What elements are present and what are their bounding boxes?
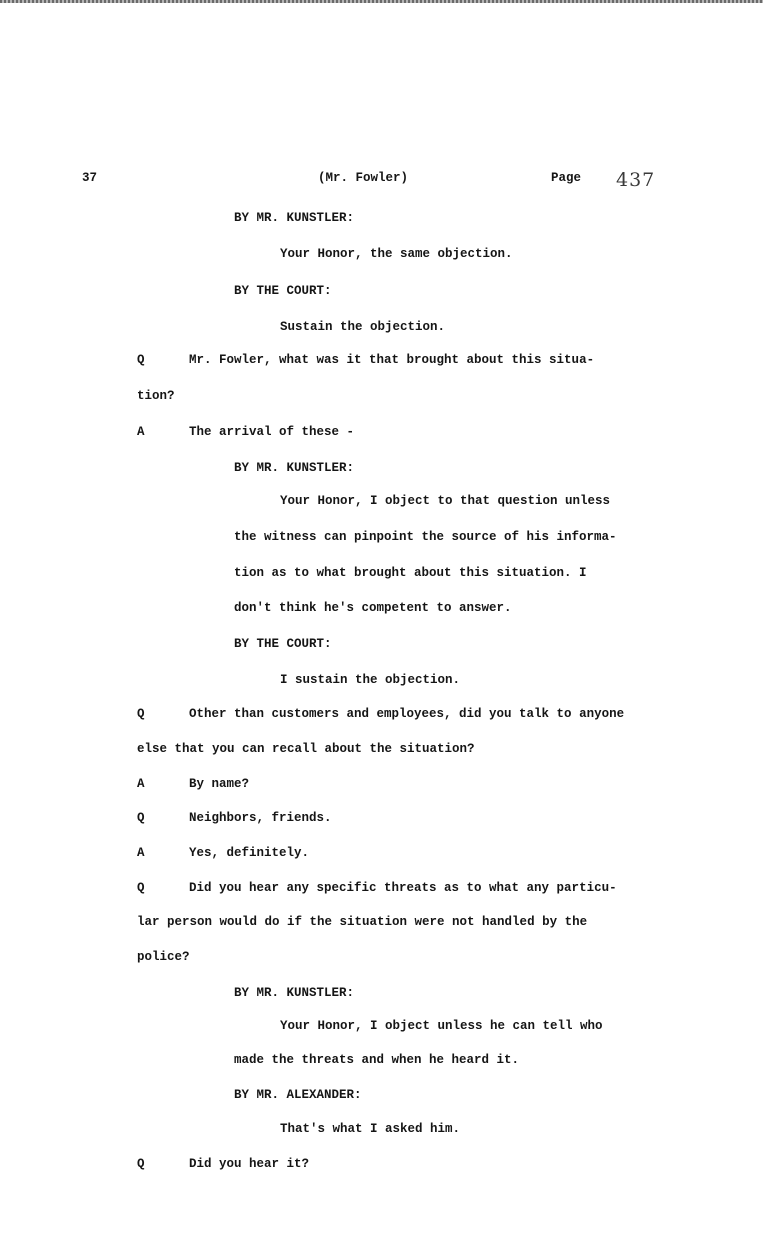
page-number: 437 [616,169,656,191]
transcript-line: Did you hear it? [189,1157,310,1171]
transcript-line: tion as to what brought about this situation. I [234,566,587,580]
transcript-line: I sustain the objection. [280,673,461,687]
transcript-line: Did you hear any specific threats as to what any particu- [189,881,617,895]
transcript-line: tion? [137,389,175,403]
transcript-line: The arrival of these - [189,425,355,439]
transcript-line: the witness can pinpoint the source of his informa- [234,530,617,544]
witness-title: (Mr. Fowler) [318,171,409,185]
scan-edge-rule [0,0,763,3]
speaker-heading: BY THE COURT: [234,637,332,651]
speaker-heading: BY MR. KUNSTLER: [234,211,355,225]
transcript-line: By name? [189,777,250,791]
transcript-line: else that you can recall about the situation? [137,742,475,756]
page-label: Page [551,171,582,185]
transcript-line-number: 37 [82,171,98,185]
transcript-line: made the threats and when he heard it. [234,1053,520,1067]
question-marker: Q [137,353,145,367]
speaker-heading: BY MR. ALEXANDER: [234,1088,362,1102]
speaker-heading: BY THE COURT: [234,284,332,298]
transcript-line: Mr. Fowler, what was it that brought about this situa- [189,353,595,367]
question-marker: Q [137,811,145,825]
answer-marker: A [137,846,145,860]
question-marker: Q [137,1157,145,1171]
answer-marker: A [137,425,145,439]
speaker-heading: BY MR. KUNSTLER: [234,461,355,475]
question-marker: Q [137,881,145,895]
transcript-line: That's what I asked him. [280,1122,461,1136]
transcript-line: Your Honor, I object to that question unless [280,494,611,508]
transcript-line: Other than customers and employees, did you talk to anyone [189,707,625,721]
question-marker: Q [137,707,145,721]
transcript-line: Sustain the objection. [280,320,446,334]
transcript-line: don't think he's competent to answer. [234,601,512,615]
transcript-line: Your Honor, I object unless he can tell who [280,1019,603,1033]
speaker-heading: BY MR. KUNSTLER: [234,986,355,1000]
transcript-line: Yes, definitely. [189,846,310,860]
transcript-line: Your Honor, the same objection. [280,247,513,261]
answer-marker: A [137,777,145,791]
transcript-line: lar person would do if the situation were not handled by the [137,915,588,929]
transcript-line: police? [137,950,190,964]
transcript-line: Neighbors, friends. [189,811,332,825]
